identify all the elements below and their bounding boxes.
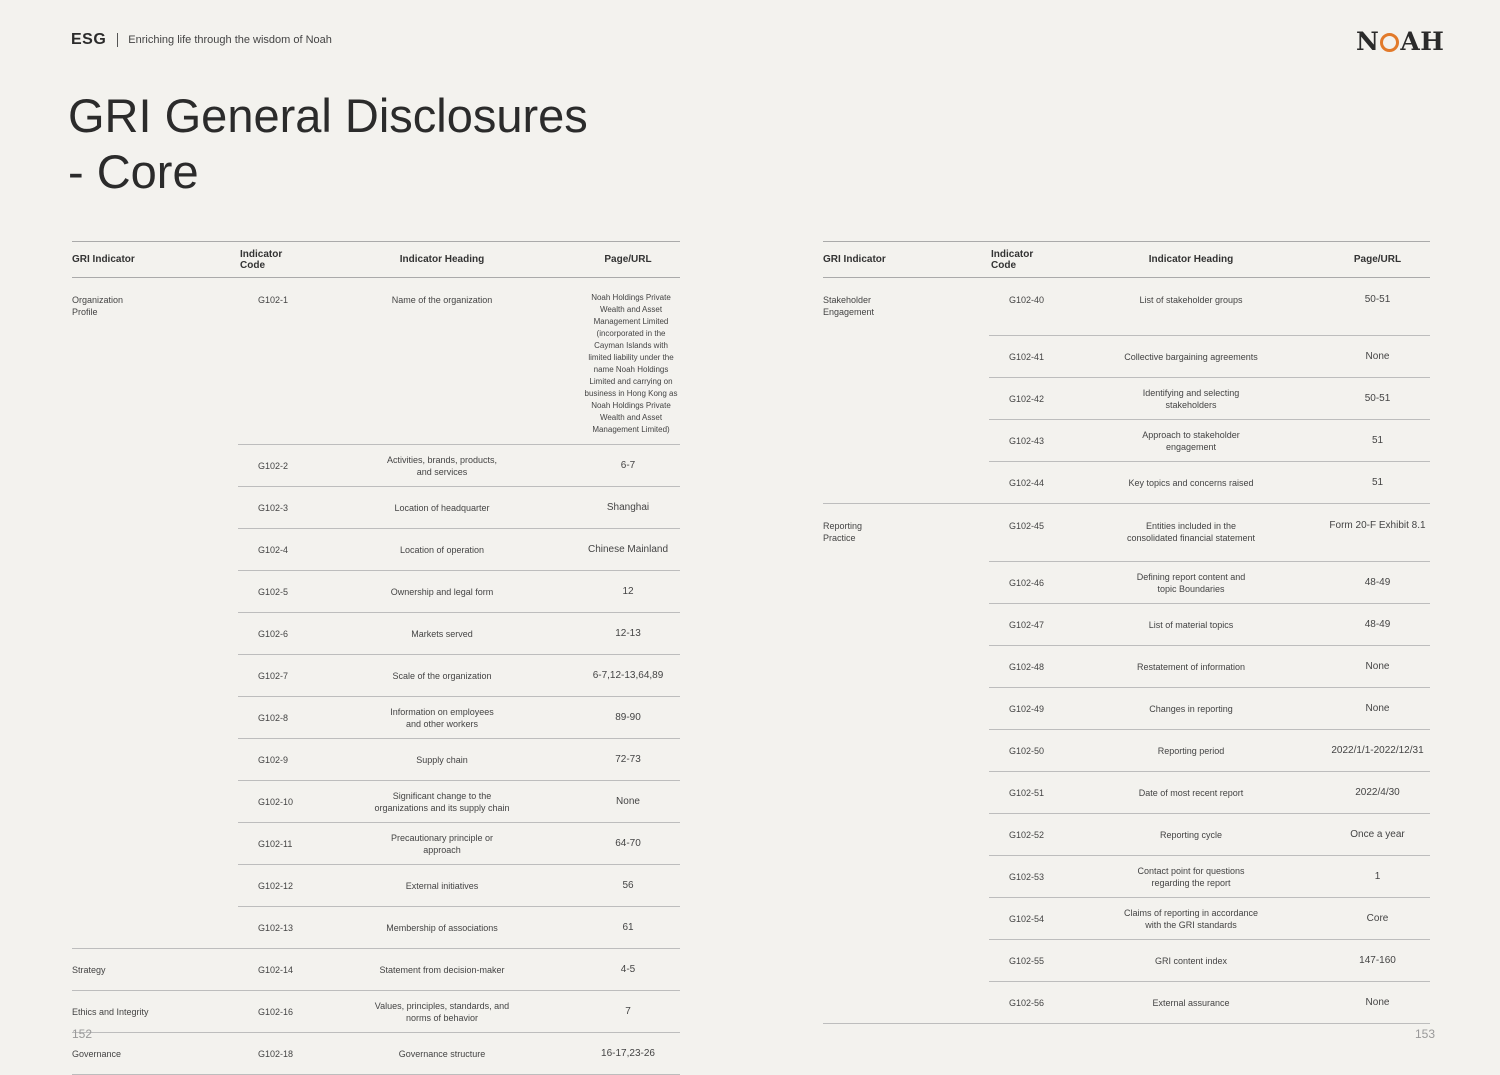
- cell-page-url: Chinese Mainland: [576, 529, 680, 571]
- cell-indicator-heading: Governance structure: [308, 1033, 576, 1075]
- cell-indicator-heading: External initiatives: [308, 865, 576, 907]
- cell-page-url: None: [1325, 336, 1430, 378]
- cell-indicator-code: G102-11: [238, 823, 308, 865]
- cell-page-url: None: [1325, 982, 1430, 1024]
- cell-page-url: 4-5: [576, 949, 680, 991]
- cell-indicator-heading: Statement from decision-maker: [308, 949, 576, 991]
- cell-indicator-heading: Key topics and concerns raised: [1057, 462, 1325, 504]
- header-brand: [71, 31, 332, 49]
- table-row: [72, 991, 680, 1033]
- page-title: [68, 88, 588, 200]
- cell-page-url: 51: [1325, 462, 1430, 504]
- cell-indicator-heading: Markets served: [308, 613, 576, 655]
- cell-page-url: 51: [1325, 420, 1430, 462]
- gri-table-left: [72, 241, 680, 1075]
- cell-indicator-heading: Reporting cycle: [1057, 814, 1325, 856]
- cell-indicator-heading: External assurance: [1057, 982, 1325, 1024]
- cell-indicator-code: G102-7: [238, 655, 308, 697]
- cell-indicator-code: G102-42: [989, 378, 1057, 420]
- cell-indicator-code: G102-54: [989, 898, 1057, 940]
- cell-page-url: 48-49: [1325, 604, 1430, 646]
- cell-indicator-code: G102-51: [989, 772, 1057, 814]
- cell-indicator-heading: Date of most recent report: [1057, 772, 1325, 814]
- cell-indicator-heading: Precautionary principle or approach: [308, 823, 576, 865]
- table-header-row: [72, 242, 680, 278]
- cell-page-url: 48-49: [1325, 562, 1430, 604]
- col-header-page-url: Page/URL: [1325, 242, 1430, 278]
- cell-indicator-code: G102-6: [238, 613, 308, 655]
- cell-indicator-heading: Activities, brands, products, and services: [308, 445, 576, 487]
- cell-indicator-code: G102-43: [989, 420, 1057, 462]
- cell-page-url: 12: [576, 571, 680, 613]
- cell-indicator-code: G102-40: [989, 278, 1057, 336]
- cell-indicator-code: G102-48: [989, 646, 1057, 688]
- table-header-row: [823, 242, 1430, 278]
- cell-page-url: 147-160: [1325, 940, 1430, 982]
- cell-indicator-heading: Contact point for questions regarding the report: [1057, 856, 1325, 898]
- cell-indicator-code: G102-49: [989, 688, 1057, 730]
- cell-page-url: 61: [576, 907, 680, 949]
- cell-indicator-code: G102-50: [989, 730, 1057, 772]
- cell-indicator-code: G102-47: [989, 604, 1057, 646]
- cell-page-url: Shanghai: [576, 487, 680, 529]
- col-header-indicator-heading: Indicator Heading: [308, 242, 576, 278]
- cell-indicator-heading: Reporting period: [1057, 730, 1325, 772]
- cell-page-url: 1: [1325, 856, 1430, 898]
- cell-indicator-code: G102-44: [989, 462, 1057, 504]
- noah-logo: N AH: [1356, 27, 1445, 56]
- cell-indicator-heading: Claims of reporting in accordance with the GRI standards: [1057, 898, 1325, 940]
- page-number-left: 152: [72, 1027, 93, 1041]
- col-header-indicator-code: Indicator Code: [238, 242, 308, 278]
- page-title-line: - Core: [68, 145, 199, 198]
- cell-indicator-heading: Location of operation: [308, 529, 576, 571]
- cell-indicator-code: G102-14: [238, 949, 308, 991]
- cell-indicator-heading: List of stakeholder groups: [1057, 278, 1325, 336]
- cell-indicator-code: G102-2: [238, 445, 308, 487]
- col-header-indicator-code: Indicator Code: [989, 242, 1057, 278]
- cell-page-url: None: [576, 781, 680, 823]
- gri-table-right: [823, 241, 1430, 1024]
- cell-indicator-heading: Collective bargaining agreements: [1057, 336, 1325, 378]
- esg-label: ESG: [71, 31, 107, 48]
- col-header-gri-indicator: GRI Indicator: [72, 242, 238, 278]
- cell-indicator-code: G102-1: [238, 278, 308, 445]
- logo-swirl-icon: [1380, 33, 1399, 52]
- page-number-right: 153: [1415, 1027, 1436, 1041]
- cell-page-url: 50-51: [1325, 278, 1430, 336]
- cell-indicator-heading: Scale of the organization: [308, 655, 576, 697]
- cell-gri-indicator: Ethics and Integrity: [72, 991, 238, 1033]
- cell-gri-indicator: Organization Profile: [72, 278, 238, 949]
- cell-page-url: 89-90: [576, 697, 680, 739]
- cell-indicator-code: G102-12: [238, 865, 308, 907]
- col-header-page-url: Page/URL: [576, 242, 680, 278]
- cell-page-url: None: [1325, 646, 1430, 688]
- cell-indicator-heading: Membership of associations: [308, 907, 576, 949]
- cell-indicator-heading: List of material topics: [1057, 604, 1325, 646]
- table-row: [72, 278, 680, 445]
- cell-page-url: Noah Holdings Private Wealth and Asset Management Limited (incorporated in the Cayman Islands with limited liability under the name Noah Holdings Limited and carrying on business in Hong Kong as Noah Holdings Private Wealth and Asset Management Limited): [576, 278, 680, 445]
- cell-indicator-heading: Entities included in the consolidated financial statement: [1057, 504, 1325, 562]
- cell-gri-indicator: Reporting Practice: [823, 504, 989, 1024]
- cell-indicator-code: G102-18: [238, 1033, 308, 1075]
- cell-page-url: 56: [576, 865, 680, 907]
- header-divider: [117, 33, 118, 47]
- table-row: [72, 1033, 680, 1075]
- cell-indicator-code: G102-55: [989, 940, 1057, 982]
- cell-indicator-heading: Defining report content and topic Boundaries: [1057, 562, 1325, 604]
- cell-indicator-code: G102-46: [989, 562, 1057, 604]
- cell-indicator-code: G102-10: [238, 781, 308, 823]
- cell-indicator-heading: Identifying and selecting stakeholders: [1057, 378, 1325, 420]
- cell-indicator-code: G102-3: [238, 487, 308, 529]
- cell-indicator-code: G102-4: [238, 529, 308, 571]
- col-header-indicator-heading: Indicator Heading: [1057, 242, 1325, 278]
- cell-indicator-heading: Values, principles, standards, and norms of behavior: [308, 991, 576, 1033]
- cell-page-url: Once a year: [1325, 814, 1430, 856]
- header-tagline: Enriching life through the wisdom of Noah: [128, 34, 332, 46]
- cell-page-url: None: [1325, 688, 1430, 730]
- col-header-gri-indicator: GRI Indicator: [823, 242, 989, 278]
- table-row: [823, 278, 1430, 336]
- cell-indicator-heading: Changes in reporting: [1057, 688, 1325, 730]
- table-row: [823, 504, 1430, 562]
- cell-indicator-code: G102-8: [238, 697, 308, 739]
- cell-page-url: 16-17,23-26: [576, 1033, 680, 1075]
- cell-gri-indicator: Governance: [72, 1033, 238, 1075]
- cell-indicator-heading: GRI content index: [1057, 940, 1325, 982]
- table-row: [72, 949, 680, 991]
- cell-indicator-heading: Approach to stakeholder engagement: [1057, 420, 1325, 462]
- cell-indicator-heading: Name of the organization: [308, 278, 576, 445]
- cell-page-url: 6-7,12-13,64,89: [576, 655, 680, 697]
- cell-indicator-code: G102-41: [989, 336, 1057, 378]
- cell-page-url: 2022/1/1-2022/12/31: [1325, 730, 1430, 772]
- cell-indicator-code: G102-16: [238, 991, 308, 1033]
- cell-indicator-code: G102-52: [989, 814, 1057, 856]
- cell-indicator-heading: Location of headquarter: [308, 487, 576, 529]
- cell-gri-indicator: Strategy: [72, 949, 238, 991]
- cell-indicator-code: G102-45: [989, 504, 1057, 562]
- cell-indicator-code: G102-5: [238, 571, 308, 613]
- cell-indicator-heading: Significant change to the organizations and its supply chain: [308, 781, 576, 823]
- cell-page-url: 6-7: [576, 445, 680, 487]
- cell-page-url: 7: [576, 991, 680, 1033]
- cell-indicator-code: G102-9: [238, 739, 308, 781]
- cell-indicator-code: G102-53: [989, 856, 1057, 898]
- cell-indicator-heading: Supply chain: [308, 739, 576, 781]
- cell-gri-indicator: Stakeholder Engagement: [823, 278, 989, 504]
- cell-indicator-heading: Information on employees and other workers: [308, 697, 576, 739]
- cell-page-url: 12-13: [576, 613, 680, 655]
- cell-page-url: 72-73: [576, 739, 680, 781]
- cell-indicator-heading: Ownership and legal form: [308, 571, 576, 613]
- cell-page-url: Core: [1325, 898, 1430, 940]
- cell-indicator-code: G102-56: [989, 982, 1057, 1024]
- cell-page-url: Form 20-F Exhibit 8.1: [1325, 504, 1430, 562]
- cell-indicator-code: G102-13: [238, 907, 308, 949]
- cell-page-url: 64-70: [576, 823, 680, 865]
- cell-indicator-heading: Restatement of information: [1057, 646, 1325, 688]
- cell-page-url: 2022/4/30: [1325, 772, 1430, 814]
- page-title-line: GRI General Disclosures: [68, 89, 588, 142]
- cell-page-url: 50-51: [1325, 378, 1430, 420]
